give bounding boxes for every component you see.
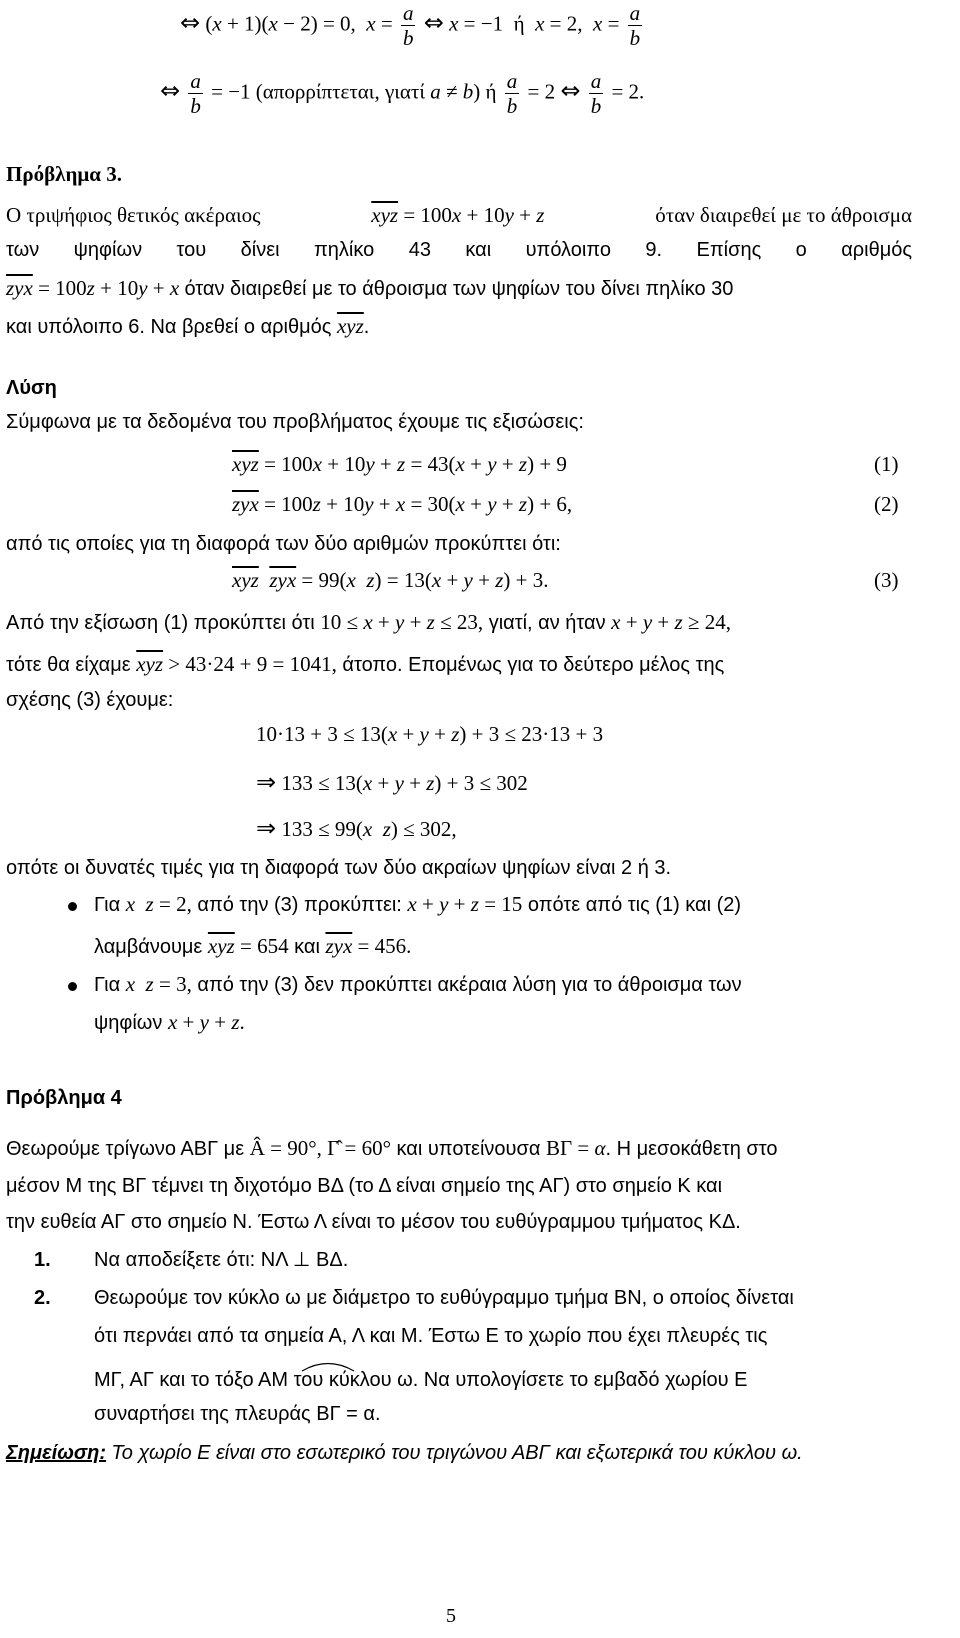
problem-3-line-3: $\overline{zyx} = 100z + 10y + x$ όταν διαιρεθεί με το άθροισμα των ψηφίων του δίνει πηλίκο 30 bbox=[6, 276, 734, 300]
problem-3-line-2: των ψηφίων του δίνει πηλίκο 43 και υπόλοιπο 9. Επίσης ο αριθμός bbox=[6, 239, 912, 261]
solution-conclusion: οπότε οι δυνατές τιμές για τη διαφορά των δύο ακραίων ψηφίων είναι 2 ή 3. bbox=[6, 857, 672, 879]
solution-intro: Σύμφωνα με τα δεδομένα του προβλήματος έχουμε τις εξισώσεις: bbox=[6, 411, 584, 433]
equation-2-tag: (2) bbox=[874, 492, 899, 516]
bullet-2-line-2: ψηφίων x + y + z. bbox=[94, 1010, 245, 1034]
inequality-3: ⇒ 133 ≤ 99(x z) ≤ 302, bbox=[256, 814, 457, 842]
solution-line-a3: σχέσης (3) έχουμε: bbox=[6, 689, 174, 711]
bullet-2 bbox=[68, 982, 77, 991]
problem-4-title: Πρόβλημα 4 bbox=[6, 1087, 122, 1109]
question-2-line-3: ΜΓ, ΑΓ και το τόξο ΑΜ του κύκλου ω. Να υπολογίσετε το εμβαδό χωρίου E bbox=[94, 1369, 748, 1391]
problem-4-line-1: Θεωρούμε τρίγωνο ΑΒΓ με Â = 90°, Γ̂ = 60° και υποτείνουσα ΒΓ = α. Η μεσοκάθετη στο bbox=[6, 1136, 778, 1160]
inequality-1: 10·13 + 3 ≤ 13(x + y + z) + 3 ≤ 23·13 + 3 bbox=[256, 722, 604, 746]
equation-1-tag: (1) bbox=[874, 452, 899, 476]
question-1-text: Να αποδείξετε ότι: ΝΛ ⊥ ΒΔ. bbox=[94, 1249, 349, 1271]
bullet-1-line-1: Για x z = 2, από την (3) προκύπτει: x + y + z = 15 οπότε από τις (1) και (2) bbox=[94, 892, 742, 916]
question-1-number: 1. bbox=[34, 1249, 51, 1271]
solution-title: Λύση bbox=[6, 377, 57, 399]
question-2-line-4: συναρτήσει της πλευράς ΒΓ = α. bbox=[94, 1403, 381, 1425]
question-2-line-2: ότι περνάει από τα σημεία Α, Λ και Μ. Έστω E το χωρίο που έχει πλευρές τις bbox=[94, 1325, 768, 1347]
equation-line-top-2: ⇔ $\frac{a}{b}$ = −1 (απορρίπτεται, γιατί a ≠ b) ή $\frac{a}{b}$ = 2 ⇔ $\frac{a}{b}$ = 2. bbox=[160, 69, 645, 119]
equation-line-top-1: ⇔ (x + 1)(x − 2) = 0, x = $\frac{a}{b}$ ⇔ x = −1 ή x = 2, x = $\frac{a}{b}$ bbox=[180, 1, 641, 51]
difference-intro: από τις οποίες για τη διαφορά των δύο αριθμών προκύπτει ότι: bbox=[6, 533, 561, 555]
bullet-1 bbox=[68, 902, 77, 911]
bullet-1-line-2: λαμβάνουμε $\overline{xyz} = 654$ και $\overline{zyx} = 456$. bbox=[94, 934, 412, 958]
equation-3-tag: (3) bbox=[874, 568, 899, 592]
solution-line-a1: Από την εξίσωση (1) προκύπτει ότι 10 ≤ x + y + z ≤ 23, γιατί, αν ήταν x + y + z ≥ 24, bbox=[6, 610, 731, 634]
equation-2: $\overline{zyx} = 100z + 10y + x = 30(x + y + z) + 6$, bbox=[232, 492, 573, 516]
page-number: 5 bbox=[446, 1605, 456, 1627]
problem-3-line-4: και υπόλοιπο 6. Να βρεθεί ο αριθμός $\overline{xyz}$. bbox=[6, 314, 370, 338]
problem-4-line-2: μέσον Μ της ΒΓ τέμνει τη διχοτόμο ΒΔ (το Δ είναι σημείο της ΑΓ) στο σημείο Κ και bbox=[6, 1175, 723, 1197]
question-2-line-1: Θεωρούμε τον κύκλο ω με διάμετρο το ευθύγραμμο τμήμα ΒΝ, ο οποίος δίνεται bbox=[94, 1287, 794, 1309]
arc-symbol bbox=[300, 1358, 356, 1372]
question-2-number: 2. bbox=[34, 1287, 51, 1309]
solution-line-a2: τότε θα είχαμε $\overline{xyz} > 43\cdot 24 + 9 = 1041$, άτοπο. Επομένως για το δεύτερο μέλος της bbox=[6, 652, 725, 676]
equation-1: $\overline{xyz} = 100x + 10y + z = 43(x + y + z) + 9$ bbox=[232, 452, 567, 476]
inequality-2: ⇒ 133 ≤ 13(x + y + z) + 3 ≤ 302 bbox=[256, 768, 528, 796]
problem-3-line-1: Ο τριψήφιος θετικός ακέραιος $\overline{xyz} = 100x + 10y + z$ όταν διαιρεθεί με το άθροισμα bbox=[6, 203, 912, 227]
equation-3: $\overline{xyz}$ $\overline{zyx} = 99(x$ z) = 13(x + y + z) + 3. bbox=[232, 568, 549, 592]
problem-3-title: Πρόβλημα 3. bbox=[6, 162, 123, 186]
bullet-2-line-1: Για x z = 3, από την (3) δεν προκύπτει ακέραια λύση για το άθροισμα των bbox=[94, 972, 742, 996]
note-line: Σημείωση: Το χωρίο E είναι στο εσωτερικό του τριγώνου ΑΒΓ και εξωτερικά του κύκλου ω. bbox=[6, 1442, 803, 1464]
problem-4-line-3: την ευθεία ΑΓ στο σημείο Ν. Έστω Λ είναι το μέσον του ευθύγραμμου τμήματος ΚΔ. bbox=[6, 1211, 741, 1233]
